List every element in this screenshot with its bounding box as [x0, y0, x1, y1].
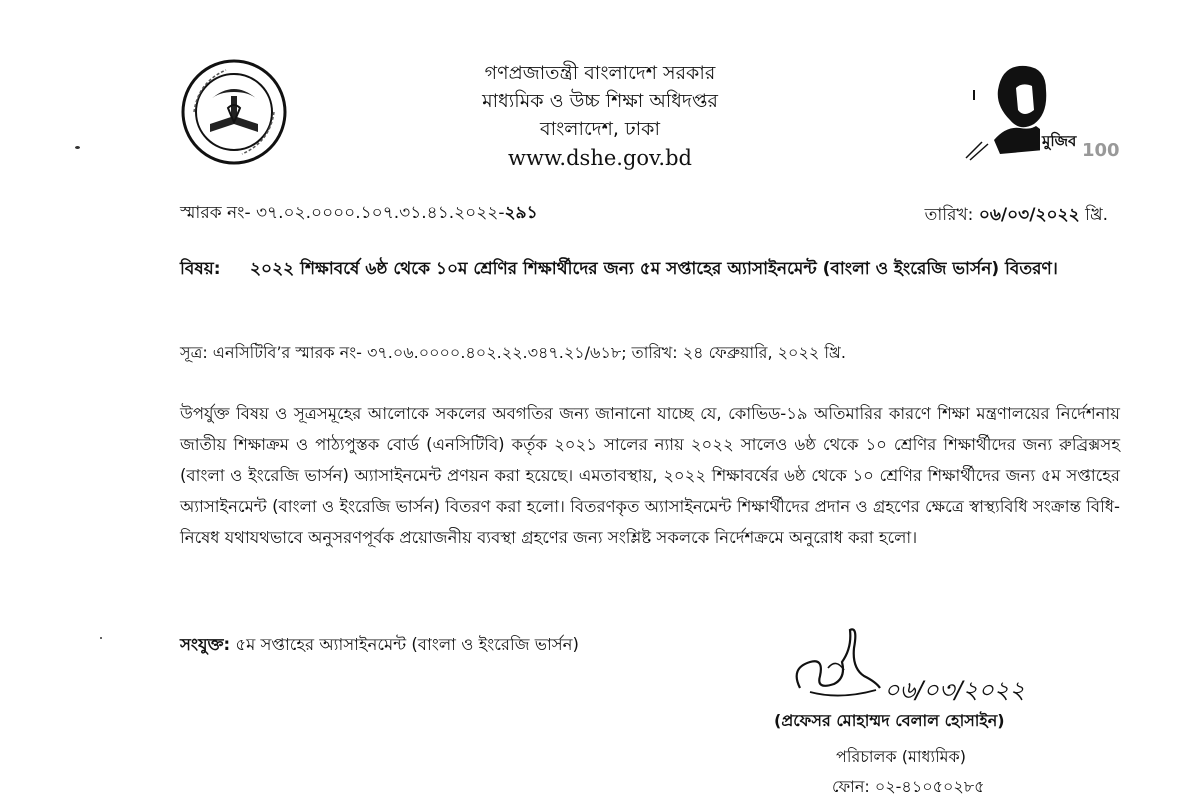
- header-website[interactable]: www.dshe.gov.bd: [508, 146, 692, 170]
- signature-handwritten-date: ০৬/০৩/২০২২: [884, 676, 1026, 704]
- date-label: তারিখ:: [924, 205, 979, 225]
- signatory-name: (প্রফেসর মোহাম্মদ বেলাল হোসাইন): [774, 711, 1005, 730]
- signatory-title: পরিচালক (মাধ্যমিক): [836, 747, 966, 766]
- mujib-logo-100: 100: [1082, 140, 1120, 161]
- attachment-text: ৫ম সপ্তাহের অ্যাসাইনমেন্ট (বাংলা ও ইংরেজি ভার্সন): [230, 635, 579, 654]
- subject-text: ২০২২ শিক্ষাবর্ষে ৬ষ্ঠ থেকে ১০ম শ্রেণির শিক্ষার্থীদের জন্য ৫ম সপ্তাহের অ্যাসাইনমেন্ট (বাংলা ও ইংরেজি ভার্সন) বিতরণ।: [250, 259, 1058, 279]
- subject-block: [180, 254, 1120, 284]
- attachment-label: সংযুক্ত:: [180, 635, 231, 654]
- header-government: গণপ্রজাতন্ত্রী বাংলাদেশ সরকার: [484, 62, 716, 84]
- date-value: ০৬/০৩/২০২২: [978, 205, 1080, 225]
- mujib-centenary-logo: [960, 60, 1120, 164]
- date-suffix: খ্রি.: [1079, 205, 1108, 225]
- dshe-seal-logo: [180, 58, 288, 166]
- memo-label: স্মারক নং- ৩৭.০২.০০০০.১০৭.৩১.৪১.২০২২-: [180, 203, 505, 223]
- signatory-phone: ফোন: ০২-৪১০৫০২৮৫: [832, 777, 985, 796]
- memo-number: [180, 200, 538, 228]
- memo-serial: ২৯১: [504, 203, 538, 223]
- letter-date: [925, 202, 1108, 230]
- header-location: বাংলাদেশ, ঢাকা: [540, 118, 660, 140]
- attachment-line: [180, 632, 579, 659]
- handwritten-signature: [780, 618, 1080, 710]
- reference-line: সূত্র: এনসিটিবি’র স্মারক নং- ৩৭.০৬.০০০০.৪০২.২২.৩৪৭.২১/৬১৮; তারিখ: ২৪ ফেব্রুয়ারি, ২০২২ খ্রি.: [180, 343, 846, 362]
- header-directorate: মাধ্যমিক ও উচ্চ শিক্ষা অধিদপ্তর: [482, 90, 718, 112]
- body-paragraph: উপর্যুক্ত বিষয় ও সূত্রসমূহের আলোকে সকলের অবগতির জন্য জানানো যাচ্ছে যে, কোভিড-১৯ অতিমারির কারণে শিক্ষা মন্ত্রণালয়ের নির্দেশনায় জাতীয় শিক্ষাক্রম ও পাঠ্যপুস্তক বোর্ড (এনসিটিবি) কর্তৃক ২০২১ সালের ন্যায় ২০২২ সালেও ৬ষ্ঠ থেকে ১০ শ্রেণির শিক্ষার্থীদের জন্য রুব্রিক্সসহ (বাংলা ও ইংরেজি ভার্সন) অ্যাসাইনমেন্ট প্রণয়ন করা হয়েছে। এমতাবস্থায়, ২০২২ শিক্ষাবর্ষের ৬ষ্ঠ থেকে ১০ শ্রেণির শিক্ষার্থীদের জন্য ৫ম সপ্তাহের অ্যাসাইনমেন্ট (বাংলা ও ইংরেজি ভার্সন) বিতরণ করা হলো। বিতরণকৃত অ্যাসাইনমেন্ট শিক্ষার্থীদের প্রদান ও গ্রহণের ক্ষেত্রে স্বাস্থ্যবিধি সংক্রান্ত বিধি-নিষেধ যথাযথভাবে অনুসরণপূর্বক প্রয়োজনীয় ব্যবস্থা গ্রহণের জন্য সংশ্লিষ্ট সকলকে নির্দেশক্রমে অনুরোধ করা হলো।: [180, 404, 1120, 547]
- subject-label: বিষয়:: [180, 259, 221, 279]
- mujib-logo-text: মুজিব: [1042, 132, 1077, 150]
